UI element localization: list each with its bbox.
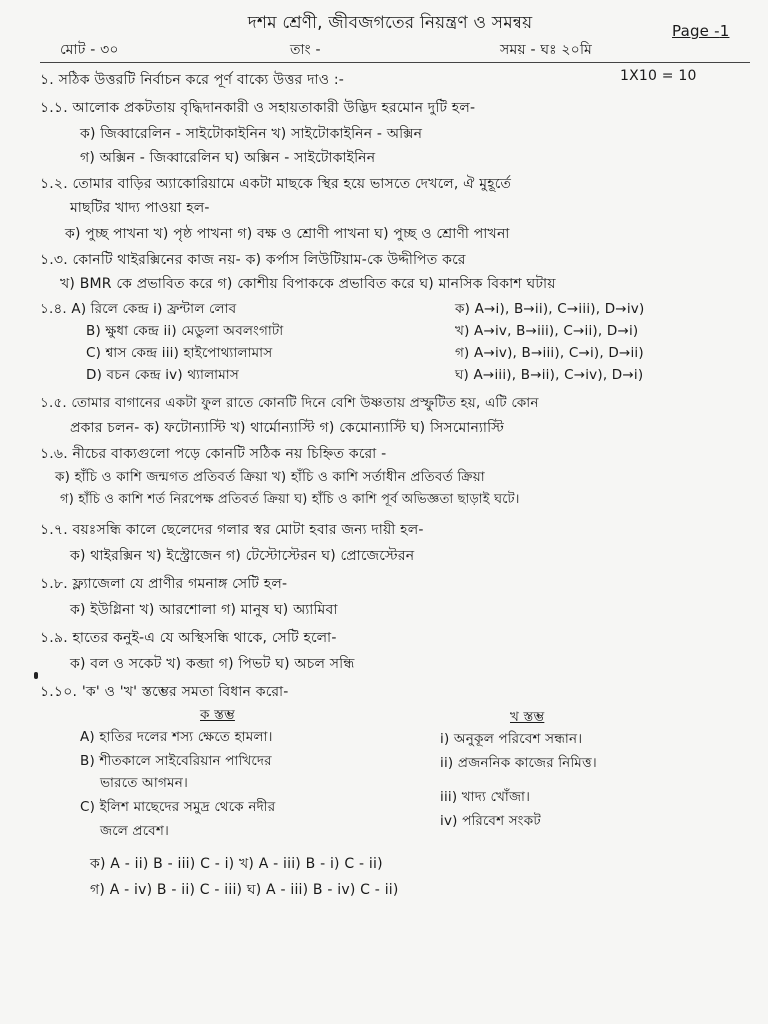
question-5: ১.৫. তোমার বাগানের একটা ফুল রাতে কোনটি দিনে বেশি উষ্ণতায় প্রস্ফুটিত হয়, এটি কোন <box>40 395 539 411</box>
question-3-continued: খ) BMR কে প্রভাবিত করে গ) কোশীয় বিপাককে প্রভাবিত করে ঘ) মানসিক বিকাশ ঘটায় <box>60 276 556 292</box>
column-b-item-2: ii) প্রজননিক কাজের নিমিত্ত। <box>440 755 597 771</box>
question-4-row-3: C) শ্বাস কেন্দ্র iii) হাইপোথ্যালামাস <box>86 345 273 361</box>
question-4-row-4: D) বচন কেন্দ্র iv) থ্যালামাস <box>86 367 240 383</box>
question-4-option-b: খ) A→iv, B→iii), C→ii), D→i) <box>455 323 639 339</box>
column-a-item-3: C) ইলিশ মাছেদের সমুদ্র থেকে নদীর <box>80 799 276 815</box>
question-9: ১.৯. হাতের কনুই-এ যে অস্থিসন্ধি থাকে, সেটি হলো- <box>40 630 337 646</box>
column-b-item-3: iii) খাদ্য খোঁজা। <box>440 789 531 805</box>
question-2-options: ক) পুচ্ছ পাখনা খ) পৃষ্ঠ পাখনা গ) বক্ষ ও শ্রোণী পাখনা ঘ) পুচ্ছ ও শ্রোণী পাখনা <box>65 226 510 242</box>
exam-date: তাং - <box>290 42 321 58</box>
question-7: ১.৭. বয়ঃসন্ধি কালে ছেলেদের গলার স্বর মোটা হবার জন্য দায়ী হল- <box>40 522 424 538</box>
section-instruction <box>40 68 730 92</box>
question-2: ১.২. তোমার বাড়ির অ্যাকোরিয়ামে একটা মাছকে স্থির হয়ে ভাসতে দেখলে, ঐ মুহূর্তে <box>40 176 512 192</box>
question-1: ১.১. আলোক প্রকটতায় বৃদ্ধিদানকারী ও সহায়তাকারী উদ্ভিদ হরমোন দুটি হল- <box>40 100 476 116</box>
page-label: Page - <box>672 22 720 40</box>
page-number-value: 1 <box>719 22 730 40</box>
question-9-options: ক) বল ও সকেট খ) কব্জা গ) পিভট ঘ) অচল সন্ধি <box>70 656 355 672</box>
question-10: ১.১০. 'ক' ও 'খ' স্তম্ভের সমতা বিধান করো- <box>40 684 289 700</box>
column-a-item-1: A) হাতির দলের শস্য ক্ষেতে হামলা। <box>80 729 273 745</box>
column-a-item-2-continued: ভারতে আগমন। <box>100 775 189 791</box>
question-4-option-c: গ) A→iv), B→iii), C→i), D→ii) <box>455 345 644 361</box>
ink-mark <box>34 672 38 679</box>
question-4-option-a: ক) A→i), B→ii), C→iii), D→iv) <box>455 301 645 317</box>
question-7-options: ক) থাইরক্সিন খ) ইস্ট্রোজেন গ) টেস্টোস্টেরন ঘ) প্রোজেস্টেরন <box>70 548 415 564</box>
question-1-options-ab: ক) জিব্বারেলিন - সাইটোকাইনিন খ) সাইটোকাইনিন - অক্সিন <box>80 126 423 142</box>
header-divider <box>40 62 750 63</box>
section-score: 1X10 = 10 <box>620 68 697 84</box>
question-1-options-cd: গ) অক্সিন - জিব্বারেলিন ঘ) অক্সিন - সাইটোকাইনিন <box>80 150 376 166</box>
column-a-item-2: B) শীতকালে সাইবেরিয়ান পাখিদের <box>80 753 272 769</box>
question-6: ১.৬. নীচের বাক্যগুলো পড়ে কোনটি সঠিক নয় চিহ্নিত করো - <box>40 446 387 462</box>
exam-header-row <box>60 38 740 60</box>
column-b-item-4: iv) পরিবেশ সংকট <box>440 813 541 829</box>
exam-time: সময় - ঘঃ ২০মি <box>500 42 592 58</box>
question-2-continued: মাছটির খাদ্য পাওয়া হল- <box>70 200 210 216</box>
question-4-row-1: ১.৪. A) রিলে কেন্দ্র i) ফ্রন্টাল লোব <box>40 301 237 317</box>
question-5-continued: প্রকার চলন- ক) ফটোন্যাস্টি খ) থার্মোন্যাস্টি গ) কেমোন্যাস্টি ঘ) সিসমোন্যাস্টি <box>70 420 505 436</box>
question-6-options-cd: গ) হাঁচি ও কাশি শর্ত নিরপেক্ষ প্রতিবর্ত ক্রিয়া ঘ) হাঁচি ও কাশি পূর্ব অভিজ্ঞতা ছাড়াই ঘটে। <box>60 492 520 507</box>
column-b-item-1: i) অনুকূল পরিবেশ সন্ধান। <box>440 731 583 747</box>
column-a-item-3-continued: জলে প্রবেশ। <box>100 823 170 839</box>
instruction-text: ১. সঠিক উত্তরটি নির্বাচন করে পূর্ণ বাক্যে উত্তর দাও :- <box>40 72 345 88</box>
column-a-heading: ক স্তম্ভ <box>200 707 235 723</box>
question-4-option-d: ঘ) A→iii), B→ii), C→iv), D→i) <box>455 367 644 383</box>
question-10-options-cd: গ) A - iv) B - ii) C - iii) ঘ) A - iii) B - iv) C - ii) <box>90 882 399 898</box>
question-3: ১.৩. কোনটি থাইরক্সিনের কাজ নয়- ক) কর্পাস লিউটিয়াম-কে উদ্দীপিত করে <box>40 252 466 268</box>
question-8-options: ক) ইউগ্লিনা খ) আরশোলা গ) মানুষ ঘ) অ্যামিবা <box>70 602 338 618</box>
question-10-options-ab: ক) A - ii) B - iii) C - i) খ) A - iii) B - i) C - ii) <box>90 856 383 872</box>
question-8: ১.৮. ফ্ল্যাজেলা যে প্রাণীর গমনাঙ্গ সেটি হল- <box>40 576 288 592</box>
question-4-row-2: B) ক্ষুধা কেন্দ্র ii) মেডুলা অবলংগাটা <box>86 323 284 339</box>
page-title: দশম শ্রেণী, জীবজগতের নিয়ন্ত্রণ ও সমন্বয় <box>247 13 533 33</box>
total-marks: মোট - ৩০ <box>60 42 119 58</box>
column-b-heading: খ স্তম্ভ <box>510 709 545 725</box>
question-6-options-ab: ক) হাঁচি ও কাশি জন্মগত প্রতিবর্ত ক্রিয়া খ) হাঁচি ও কাশি সর্তাধীন প্রতিবর্ত ক্রিয়া <box>55 469 485 485</box>
